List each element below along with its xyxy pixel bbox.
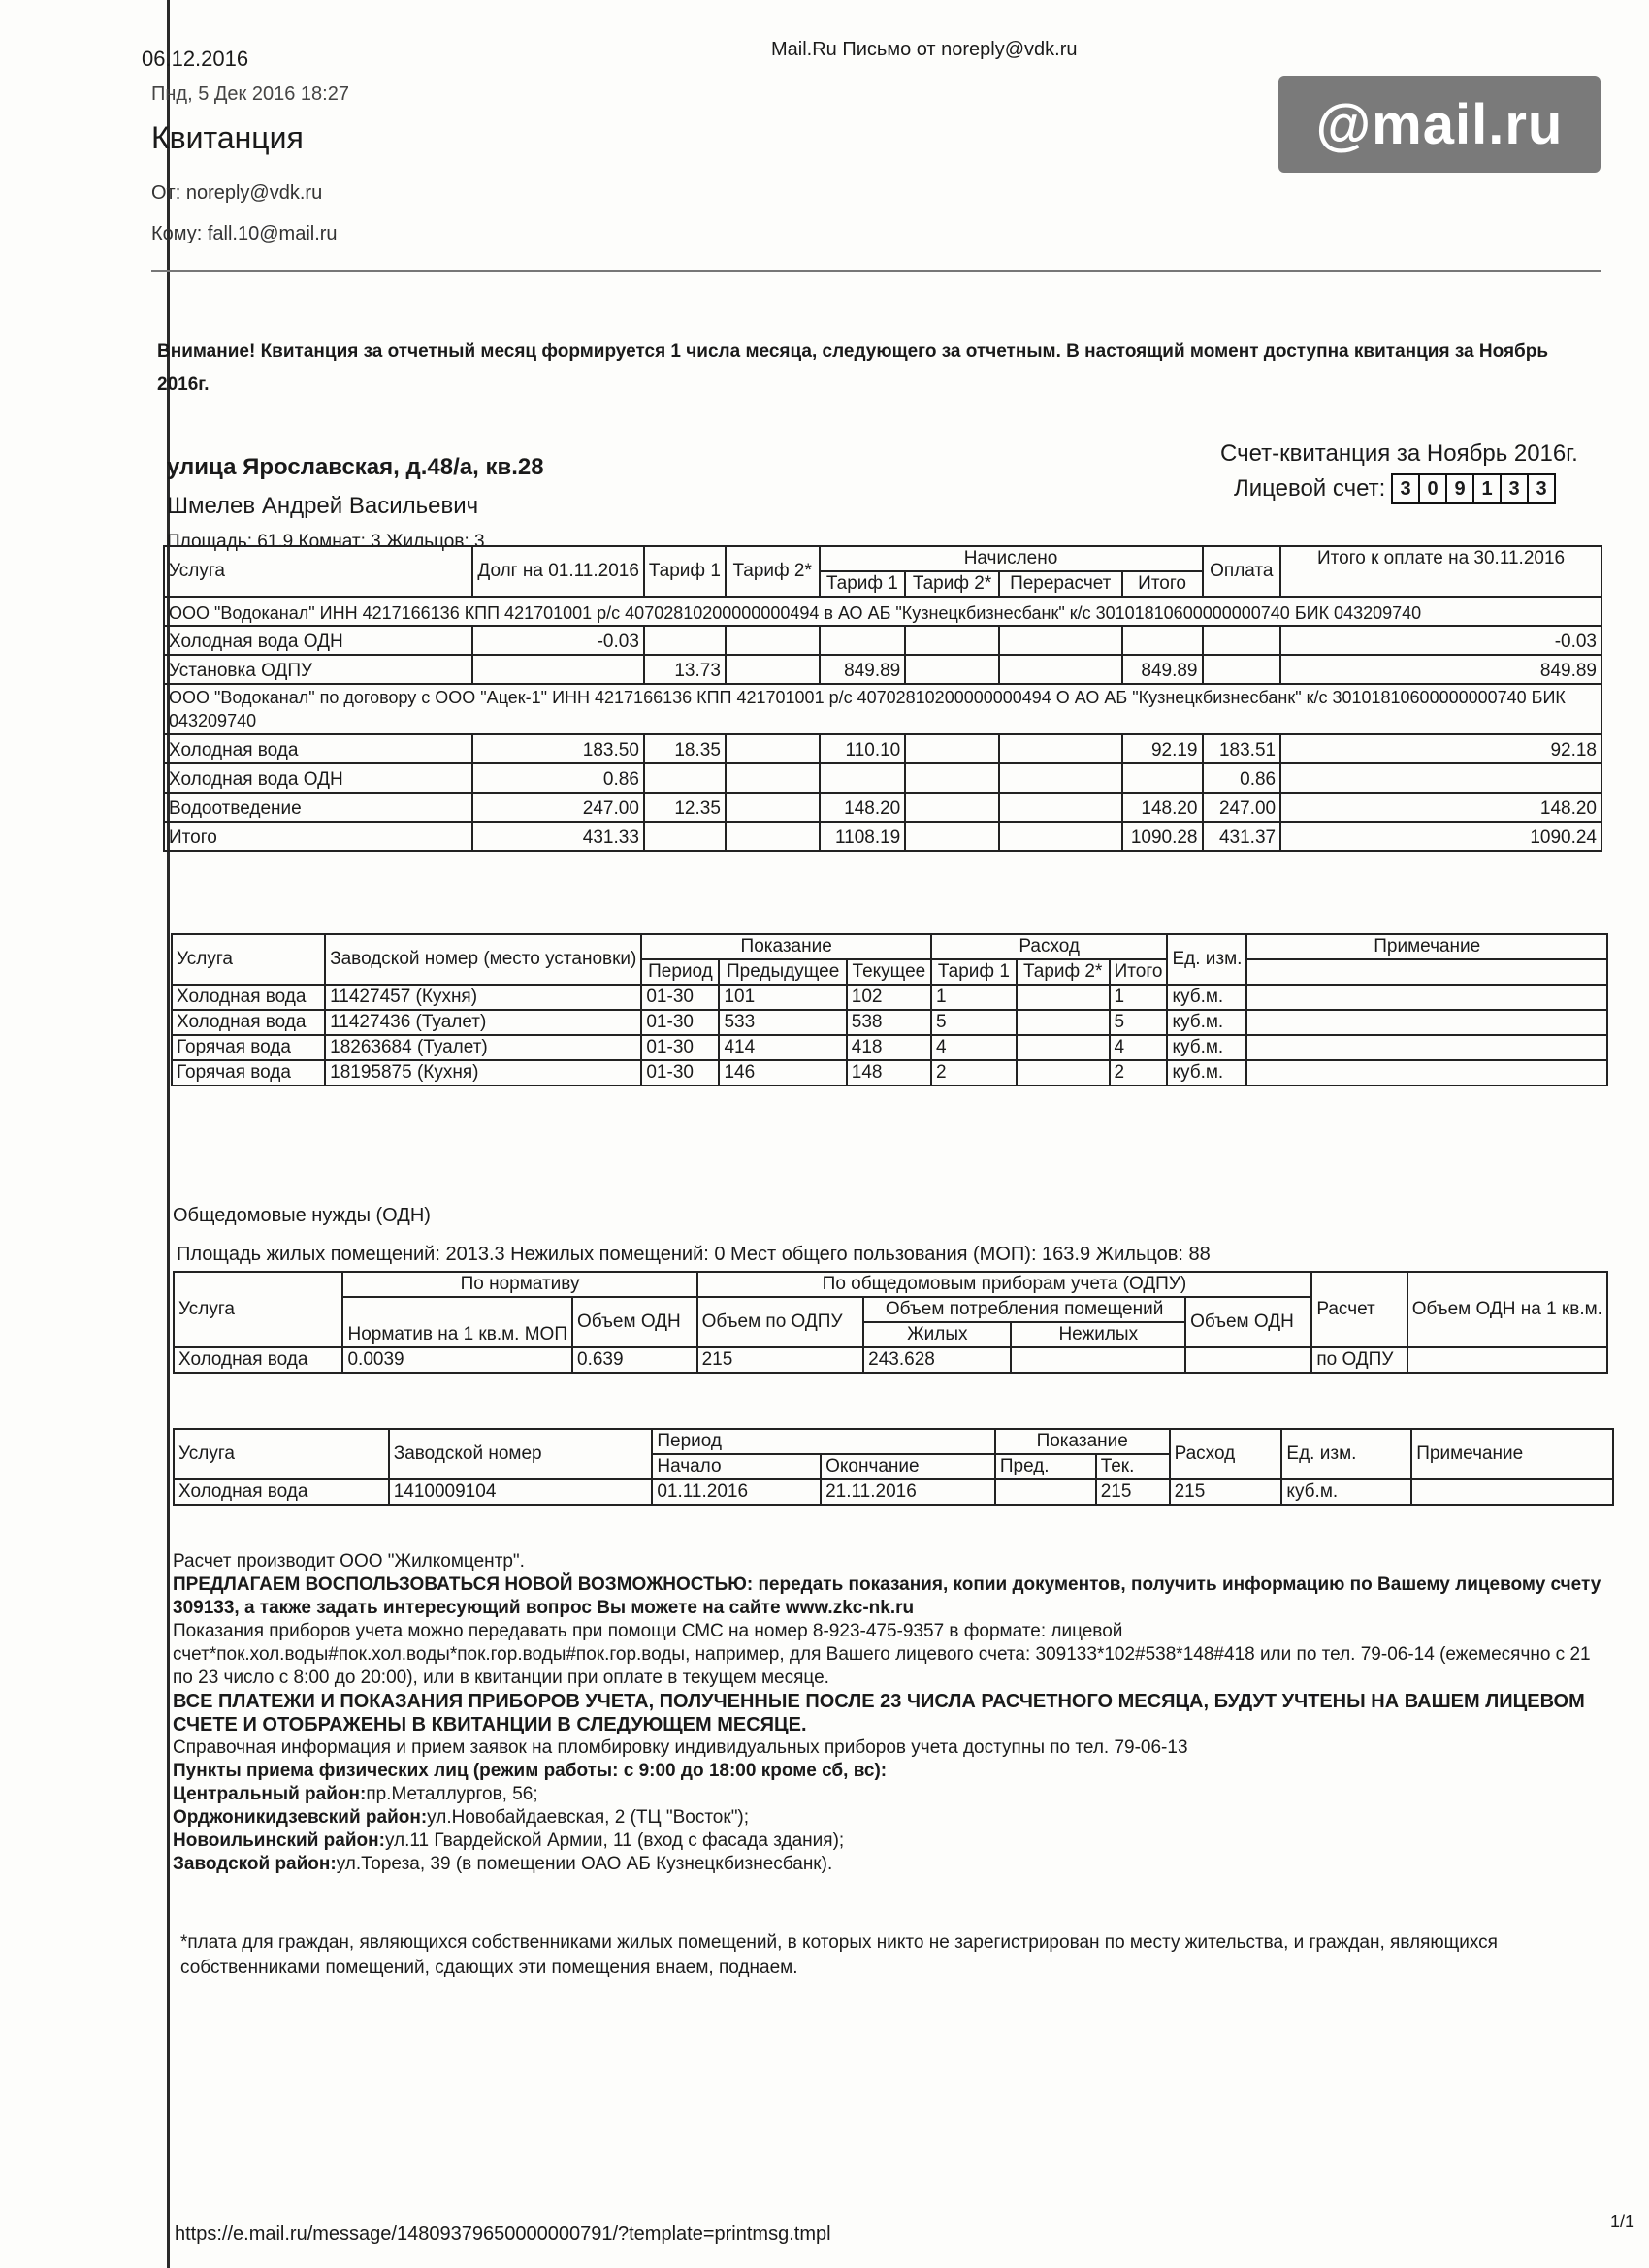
col-odpu-odn: Объем ОДН — [1185, 1297, 1311, 1347]
col-consumption: Объем потребления помещений — [863, 1297, 1185, 1322]
office-item: Заводской район:ул.Тореза, 39 (в помещении ОАО АБ Кузнецкбизнесбанк). — [173, 1854, 833, 1874]
col-living: Жилых — [863, 1322, 1011, 1347]
table-row: Горячая вода 18263684 (Туалет) 01-30 414 418 4 4 куб.м. — [172, 1035, 1607, 1060]
col-t1: Тариф 1 — [931, 959, 1017, 985]
page-url: https://e.mail.ru/message/14809379650000000791/?template=printmsg.tmpl — [175, 2223, 831, 2245]
col-debt: Долг на 01.11.2016 — [472, 546, 644, 597]
odn-heading: Общедомовые нужды (ОДН) — [173, 1205, 431, 1226]
odpu-table — [173, 1428, 1614, 1506]
deadline-warning: ВСЕ ПЛАТЕЖИ И ПОКАЗАНИЯ ПРИБОРОВ УЧЕТА, ПОЛУЧЕННЫЕ ПОСЛЕ 23 ЧИСЛА РАСЧЕТНОГО МЕСЯЦА, БУДУТ УЧТЕНЫ НА ВАШЕМ ЛИЦЕВОМ СЧЕТЕ И ОТОБРАЖЕНЫ В КВИТАНЦИИ В СЛЕДУЮЩЕМ МЕСЯЦЕ. — [173, 1691, 1585, 1735]
col-odpu-vol: Объем по ОДПУ — [697, 1297, 864, 1347]
col-serial: Заводской номер — [389, 1429, 653, 1479]
odn-table — [173, 1271, 1608, 1374]
col-total: Итого — [1110, 959, 1168, 985]
website-offer: ПРЕДЛАГАЕМ ВОСПОЛЬЗОВАТЬСЯ НОВОЙ ВОЗМОЖНОСТЬЮ: передать показания, копии документов, получить информацию по Вашему лицевому счету 309133, а также задать интересующий вопрос Вы можете на сайте www.zkc-nk.ru — [173, 1574, 1601, 1618]
col-recalc: Перерасчет — [999, 571, 1122, 597]
col-vol: Объем ОДН — [572, 1297, 697, 1347]
account-label: Лицевой счет: — [1234, 475, 1386, 502]
col-unit: Ед. изм. — [1167, 934, 1246, 985]
col-due: Итого к оплате на 30.11.2016 — [1280, 546, 1601, 597]
owner-address: улица Ярославская, д.48/а, кв.28 — [167, 454, 544, 480]
col-service: Услуга — [174, 1272, 342, 1347]
col-calc: Расчет — [1311, 1272, 1406, 1347]
print-date: 06.12.2016 — [142, 47, 249, 71]
table-row: Холодная вода 0.0039 0.639 215 243.628 по ОДПУ — [174, 1347, 1607, 1373]
col-norm: По нормативу — [342, 1272, 696, 1297]
col-nonliving: Нежилых — [1011, 1322, 1185, 1347]
office-item: Орджоникидзевский район:ул.Новобайдаевская, 2 (ТЦ "Восток"); — [173, 1807, 750, 1828]
col-tariff1: Тариф 1 — [644, 546, 726, 597]
col-per-m2: Объем ОДН на 1 кв.м. — [1407, 1272, 1607, 1347]
col-unit: Ед. изм. — [1281, 1429, 1411, 1479]
account-digit: 3 — [1500, 473, 1529, 504]
account-number — [1393, 473, 1556, 504]
calc-company: Расчет производит ООО "Жилкомцентр". — [173, 1551, 525, 1571]
meters-table — [171, 933, 1608, 1086]
header-divider — [151, 270, 1600, 272]
col-note: Примечание — [1411, 1429, 1613, 1479]
table-row: Холодная вода 183.50 18.35 110.10 92.19 183.51 92.18 — [164, 734, 1601, 763]
office-item: Новоильинский район:ул.11 Гвардейской Армии, 11 (вход с фасада здания); — [173, 1831, 845, 1851]
col-service: Услуга — [174, 1429, 389, 1479]
to-line: Кому: fall.10@mail.ru — [151, 223, 338, 244]
account-digit: 0 — [1418, 473, 1447, 504]
bill-title: Счет-квитанция за Ноябрь 2016г. — [1220, 440, 1578, 467]
col-payment: Оплата — [1203, 546, 1281, 597]
provider-row: ООО "Водоканал" ИНН 4217166136 КПП 421701001 р/с 40702810200000000494 в АО АБ "Кузнецкбизнесбанк" к/с 30101810600000000740 БИК 043209740 — [164, 597, 1601, 626]
sms-instructions: Показания приборов учета можно передавать при помощи СМС на номер 8-923-475-9357 в формате: лицевой счет*пок.хол.воды#пок.хол.воды*пок.гор.воды#пок.гор.воды, например, для Вашего лицевого счета: 309133*102#538*148#418 или по тел. 79-06-14 (ежемесячно с 21 по 23 число с 8:00 до 20:00), или в квитанции при оплате в текущем месяце. — [173, 1621, 1591, 1688]
col-period: Период — [641, 959, 719, 985]
footnote: *плата для граждан, являющихся собственниками жилых помещений, в которых никто не зарегистрирован по месту жительства, и граждан, являющихся собственниками помещений, сдающих эти помещения внаем, поднаем. — [180, 1932, 1498, 1978]
office-item: Центральный район:пр.Металлургов, 56; — [173, 1784, 538, 1804]
col-start: Начало — [652, 1454, 821, 1479]
table-row: Горячая вода 18195875 (Кухня) 01-30 146 148 2 2 куб.м. — [172, 1060, 1607, 1085]
account-digit: 9 — [1445, 473, 1474, 504]
col-reading: Показание — [995, 1429, 1170, 1454]
col-service: Услуга — [164, 546, 472, 597]
col-period: Период — [652, 1429, 995, 1454]
offices-heading: Пункты приема физических лиц (режим работы: с 9:00 до 18:00 кроме сб, вс): — [173, 1761, 888, 1781]
col-prev: Пред. — [995, 1454, 1096, 1479]
col-service: Услуга — [172, 934, 325, 985]
footer-info — [173, 1550, 1612, 1876]
table-row: Холодная вода ОДН 0.86 0.86 — [164, 763, 1601, 793]
totals-row: Итого 431.33 1108.19 1090.28 431.37 1090.24 — [164, 822, 1601, 851]
col-reading: Показание — [641, 934, 931, 959]
table-row: Водоотведение 247.00 12.35 148.20 148.20 247.00 148.20 — [164, 793, 1601, 822]
col-norm-mop: Норматив на 1 кв.м. МОП — [342, 1297, 572, 1347]
from-line: От: noreply@vdk.ru — [151, 182, 323, 204]
notice-text: Внимание! Квитанция за отчетный месяц формируется 1 числа месяца, следующего за отчетным. В настоящий момент доступна квитанция за Ноябрь 2016г. — [157, 341, 1549, 395]
page-number: 1/1 — [1610, 2212, 1635, 2231]
col-usage: Расход — [931, 934, 1168, 959]
odn-info: Площадь жилых помещений: 2013.3 Нежилых помещений: 0 Мест общего пользования (МОП): 163.9 Жильцов: 88 — [177, 1244, 1211, 1265]
charges-table — [163, 545, 1602, 852]
table-row: Установка ОДПУ 13.73 849.89 849.89 849.89 — [164, 655, 1601, 684]
col-t2: Тариф 2* — [1017, 959, 1110, 985]
col-serial: Заводской номер (место установки) — [325, 934, 641, 985]
col-note: Примечание — [1246, 934, 1607, 959]
table-row: Холодная вода ОДН -0.03 -0.03 — [164, 626, 1601, 655]
col-cur: Текущее — [847, 959, 931, 985]
sent-time: Пнд, 5 Дек 2016 18:27 — [151, 83, 349, 105]
account-digit: 3 — [1391, 473, 1420, 504]
col-tariff2: Тариф 2* — [726, 546, 820, 597]
col-total: Итого — [1122, 571, 1203, 597]
account-digit: 1 — [1472, 473, 1502, 504]
table-row: Холодная вода 11427436 (Туалет) 01-30 533 538 5 5 куб.м. — [172, 1010, 1607, 1035]
col-end: Окончание — [821, 1454, 995, 1479]
col-usage: Расход — [1170, 1429, 1282, 1479]
message-title: Квитанция — [151, 120, 304, 155]
col-odpu: По общедомовым приборам учета (ОДПУ) — [697, 1272, 1312, 1297]
account-digit: 3 — [1527, 473, 1556, 504]
table-row: Холодная вода 1410009104 01.11.2016 21.11.2016 215 215 куб.м. — [174, 1479, 1613, 1505]
mailru-logo: @mail.ru — [1278, 76, 1600, 173]
phone-info: Справочная информация и прием заявок на пломбировку индивидуальных приборов учета доступны по тел. 79-06-13 — [173, 1737, 1188, 1758]
col-prev: Предыдущее — [719, 959, 846, 985]
col-accrued: Начислено — [820, 546, 1203, 571]
provider-row: ООО "Водоканал" по договору с ООО "Ацек-1" ИНН 4217166136 КПП 421701001 р/с 40702810200000000494 О АО АБ "Кузнецкбизнесбанк" к/с 30101810600000000740 БИК 043209740 — [164, 684, 1601, 734]
apartment-info: Площадь: 61.9 Комнат: 3 Жильцов: 3 — [167, 532, 485, 552]
col-accrued-t2: Тариф 2* — [905, 571, 999, 597]
col-cur: Тек. — [1096, 1454, 1170, 1479]
owner-name: Шмелев Андрей Васильевич — [167, 493, 479, 519]
table-row: Холодная вода 11427457 (Кухня) 01-30 101 102 1 1 куб.м. — [172, 985, 1607, 1010]
print-header: Mail.Ru Письмо от noreply@vdk.ru — [771, 39, 1078, 60]
col-accrued-t1: Тариф 1 — [820, 571, 906, 597]
